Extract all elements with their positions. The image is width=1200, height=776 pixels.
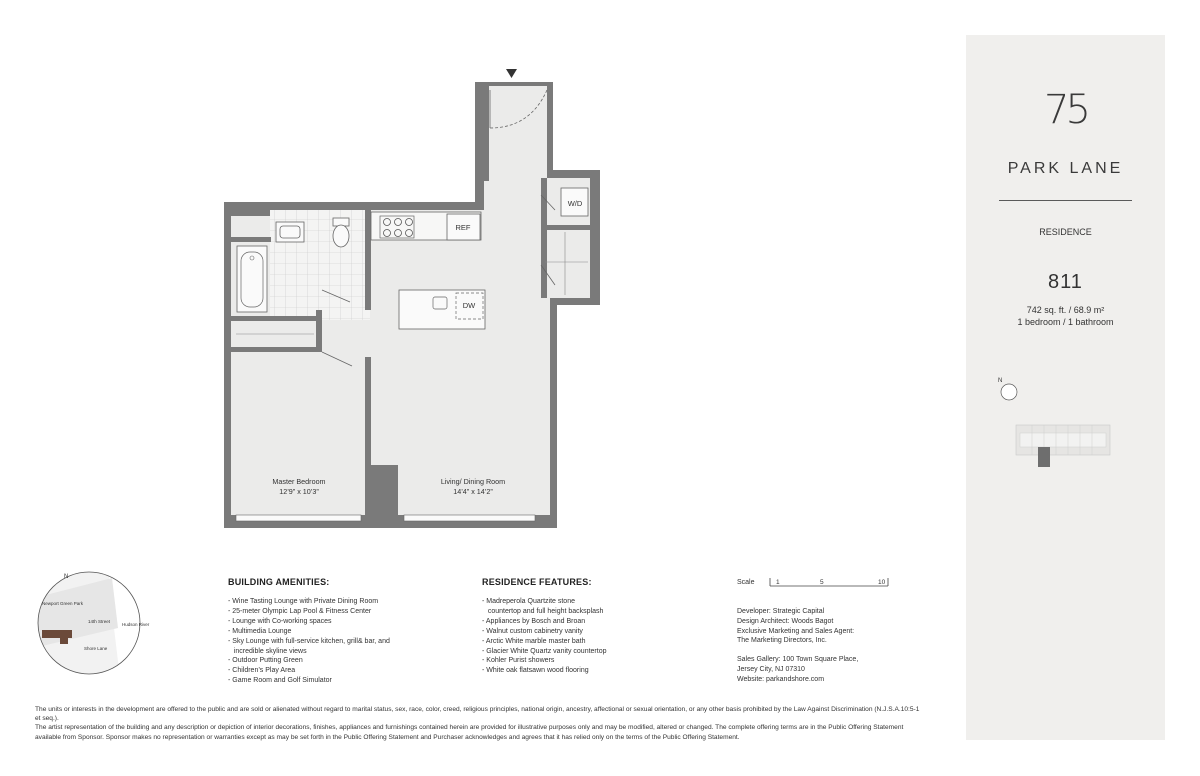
- list-item: - Kohler Purist showers: [482, 657, 555, 665]
- scale-tick: 10: [878, 579, 886, 586]
- developer-text: Developer: Strategic Capital: [737, 608, 825, 615]
- logo-name: PARK LANE: [1007, 160, 1124, 177]
- scale-tick: 1: [776, 579, 780, 586]
- disclaimer-paragraph: The artist representation of the building and any description or depiction of interior decorations, finishes, appliances and furnishings contained herein are provided for illustrative purposes only and may be modified, altered or changed. The complete offering terms are in the Public Offering Statement available from Sponsor. Sponsor makes no representation or warranties except as may be set forth in the Public Offering Statement and Purchaser acknowledges and agrees that it has relied only on the terms of the Public Offering Statement.: [35, 724, 904, 741]
- map-park: Newport Green Park: [42, 601, 84, 606]
- list-item: incredible skyline views: [228, 647, 307, 655]
- amenities-list: [228, 597, 390, 686]
- residence-panel: [966, 35, 1165, 740]
- residence-label: RESIDENCE: [1039, 227, 1092, 237]
- svg-text:N: N: [998, 378, 1003, 384]
- divider: [999, 200, 1132, 201]
- website-link[interactable]: Website: parkandshore.com: [737, 675, 825, 683]
- list-item: - Glacier White Quartz vanity countertop: [482, 647, 607, 655]
- gallery-text: Sales Gallery: 100 Town Square Place,: [737, 656, 859, 664]
- logo-number: 75: [1044, 87, 1087, 133]
- features-title: RESIDENCE FEATURES:: [482, 577, 592, 587]
- list-item: - Appliances by Bosch and Broan: [482, 617, 586, 625]
- unit-area: 742 sq. ft. / 68.9 m²: [1026, 305, 1105, 315]
- map-river: Hudson River: [122, 622, 150, 627]
- features-list: [482, 597, 607, 676]
- location-map: [34, 568, 150, 678]
- list-item: - Lounge with Co-working spaces: [228, 617, 332, 625]
- key-plan: [1016, 421, 1112, 469]
- living-name: Living/ Dining Room: [440, 477, 506, 486]
- entry-arrow-icon: [506, 69, 517, 78]
- list-item: - Multimedia Lounge: [228, 627, 292, 635]
- map-street: 14th Street: [88, 619, 111, 624]
- scale-bar: [768, 575, 892, 589]
- contact-block: [737, 607, 858, 685]
- unit-highlight: [1038, 447, 1050, 467]
- map-lane: Shore Lane: [84, 646, 108, 651]
- ref-label: REF: [455, 223, 471, 232]
- amenities-title: BUILDING AMENITIES:: [228, 577, 330, 587]
- bedroom-size: 12’9” x 10’3”: [279, 487, 319, 496]
- list-item: countertop and full height backsplash: [482, 607, 604, 615]
- list-item: - Children’s Play Area: [228, 667, 296, 675]
- wd-label: W/D: [567, 199, 583, 208]
- bathtub: [237, 246, 267, 312]
- architect-text: Design Architect: Woods Bagot: [737, 617, 834, 625]
- unit-bedrooms: 1 bedroom / 1 bathroom: [1017, 317, 1114, 327]
- map-north: N: [64, 574, 69, 580]
- dw-label: DW: [462, 301, 476, 310]
- agent-text: The Marketing Directors, Inc.: [737, 637, 827, 645]
- list-item: - Sky Lounge with full-service kitchen, grill& bar, and: [228, 637, 390, 645]
- list-item: - Outdoor Putting Green: [228, 657, 303, 665]
- agent-label: Exclusive Marketing and Sales Agent:: [737, 627, 855, 635]
- list-item: - Arctic White marble master bath: [482, 637, 586, 645]
- list-item: - Game Room and Golf Simulator: [228, 677, 332, 685]
- list-item: - Madreperola Quartzite stone: [482, 598, 575, 605]
- living-size: 14’4” x 14’2”: [453, 487, 493, 496]
- unit-number: 811: [1048, 271, 1083, 293]
- legal-disclaimer: [35, 705, 925, 742]
- scale-tick: 5: [820, 579, 824, 586]
- list-item: - 25-meter Olympic Lap Pool & Fitness Center: [228, 607, 372, 615]
- list-item: - White oak flatsawn wood flooring: [482, 667, 589, 675]
- bedroom-name: Master Bedroom: [272, 477, 326, 486]
- list-item: - Wine Tasting Lounge with Private Dining Room: [228, 598, 379, 605]
- city-text: Jersey City, NJ 07310: [737, 665, 805, 673]
- scale-label: Scale: [737, 579, 755, 586]
- disclaimer-paragraph: The units or interests in the development are offered to the public and are sold or alienated without regard to marital status, sex, race, color, creed, religious principles, national origin, ancestry, affectional or sexual orientation, or any other basis prohibited by the Law Against Discrimination (N.J.S.A.10:5-1 et seq.).: [35, 706, 920, 723]
- list-item: - Walnut custom cabinetry vanity: [482, 627, 583, 635]
- compass-icon: [997, 375, 1021, 405]
